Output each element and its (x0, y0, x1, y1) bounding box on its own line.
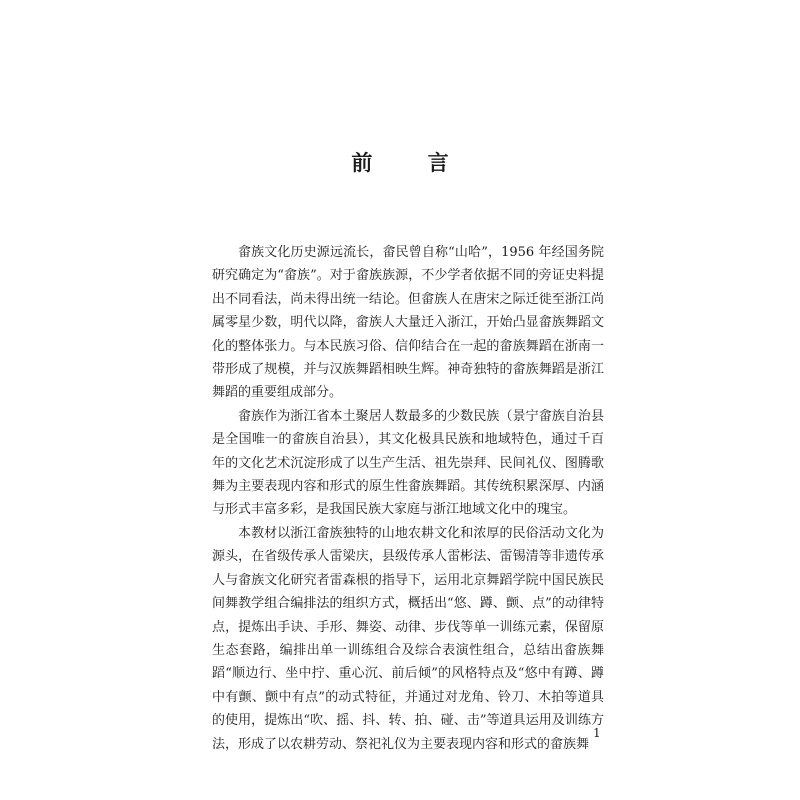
page-title: 前 言 (351, 150, 473, 175)
paragraph: 畲族作为浙江省本土聚居人数最多的少数民族（景宁畲族自治县是全国唯一的畲族自治县），其文化极具民族和地域特色，通过千百年的文化艺术沉淀形成了以生产生活、祖先崇拜、民间礼仪、图腾歌舞为主要表现内容和形式的原生性畲族舞蹈。其传统积累深厚、内涵与形式丰富多彩，是我国民族大家庭与浙江地域文化中的瑰宝。 (212, 408, 604, 518)
page-number: 1 (593, 726, 601, 740)
paragraph: 畲族文化历史源远流长，畲民曾自称“山哈”，1956 年经国务院研究确定为“畲族”。对于畲族族源，不少学者依据不同的旁证史料提出不同看法，尚未得出统一结论。但畲族人在唐宋之际迁徙至浙江尚属零星少数，明代以降，畲族人大量迁入浙江，开始凸显畲族舞蹈文化的整体张力。与本民族习俗、信仰结合在一起的畲族舞蹈在浙南一带形成了规模，并与汉族舞蹈相映生辉。神奇独特的畲族舞蹈是浙江舞蹈的重要组成部分。 (212, 245, 604, 401)
body-text (212, 241, 604, 756)
paragraph: 本教材以浙江畲族独特的山地农耕文化和浓厚的民俗活动文化为源头，在省级传承人雷梁庆，县级传承人雷彬法、雷锡清等非遗传承人与畲族文化研究者雷森根的指导下，运用北京舞蹈学院中国民族民间舞教学组合编排法的组织方式，概括出“悠、蹲、颤、点”的动律特点，提炼出手诀、手形、舞姿、动律、步伐等单一训练元素，保留原生态套路，编排出单一训练组合及综合表演性组合，总结出畲族舞蹈“顺边行、坐中拧、重心沉、前后倾”的风格特点及“悠中有蹲、蹲中有颤、颤中有点”的动式特征，并通过对龙角、铃刀、木拍等道具的使用，提炼出“吹、摇、抖、转、拍、碰、击”等道具运用及训练方法，形成了以农耕劳动、祭祀礼仪为主要表现内容和形式的畲族舞 (212, 525, 604, 752)
